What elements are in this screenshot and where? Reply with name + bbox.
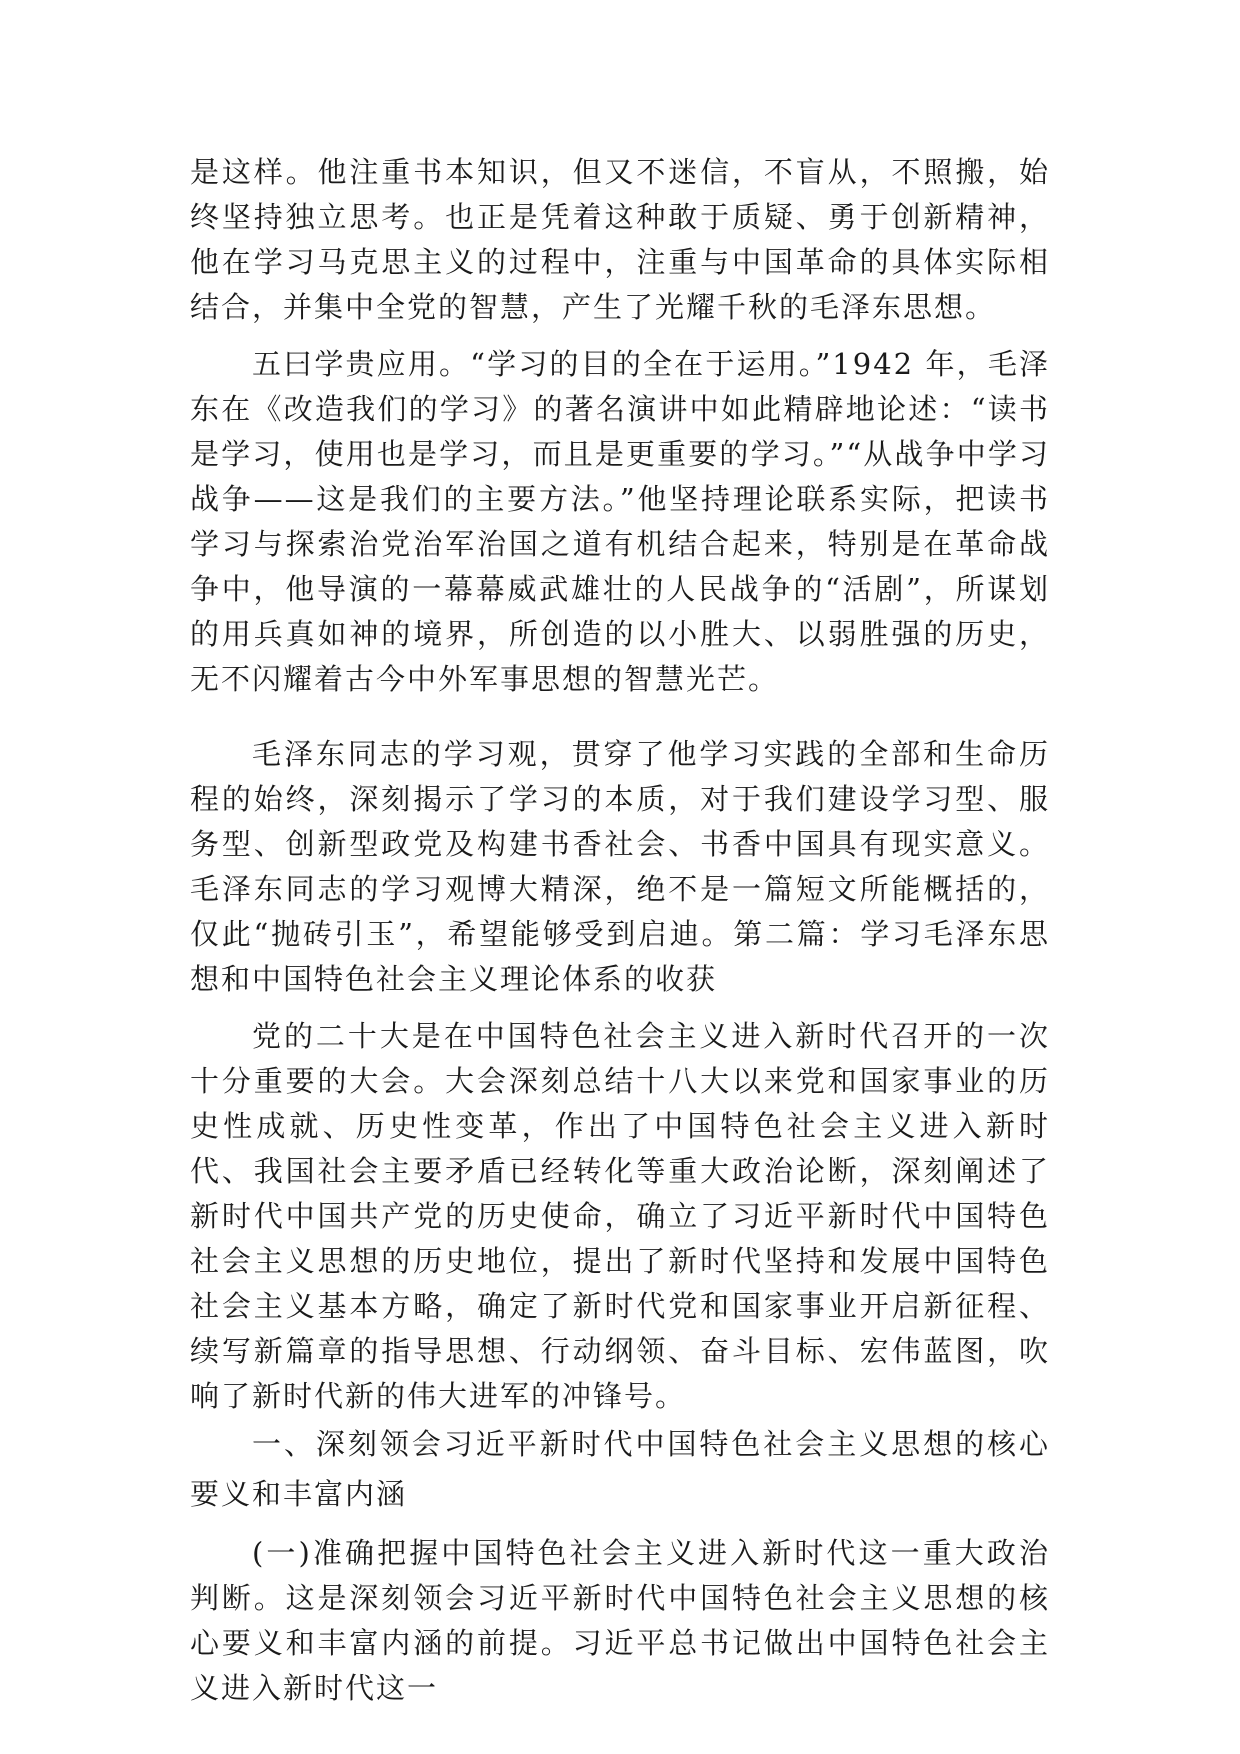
section-heading-one: 一、深刻领会习近平新时代中国特色社会主义思想的核心要义和丰富内涵 — [190, 1427, 1050, 1511]
paragraph-twentieth-congress: 党的二十大是在中国特色社会主义进入新时代召开的一次十分重要的大会。大会深刻总结十八大以来党和国家事业的历史性成就、历史性变革，作出了中国特色社会主义进入新时代、我国社会主要矛盾已经转化等重大政治论断，深刻阐述了新时代中国共产党的历史使命，确立了习近平新时代中国特色社会主义思想的历史地位，提出了新时代坚持和发展中国特色社会主义基本方略，确定了新时代党和国家事业开启新征程、续写新篇章的指导思想、行动纲领、奋斗目标、宏伟蓝图，吹响了新时代新的伟大进军的冲锋号。 — [190, 1019, 1050, 1413]
paragraph-continuation: 是这样。他注重书本知识，但又不迷信，不盲从，不照搬，始终坚持独立思考。也正是凭着这种敢于质疑、勇于创新精神，他在学习马克思主义的过程中，注重与中国革命的具体实际相结合，并集中全党的智慧，产生了光耀千秋的毛泽东思想。 — [190, 155, 1050, 324]
document-page — [190, 150, 1050, 1711]
paragraph-study-view-summary: 毛泽东同志的学习观，贯穿了他学习实践的全部和生命历程的始终，深刻揭示了学习的本质，对于我们建设学习型、服务型、创新型政党及构建书香社会、书香中国具有现实意义。毛泽东同志的学习观博大精深，绝不是一篇短文所能概括的，仅此“抛砖引玉”，希望能够受到启迪。第二篇：学习毛泽东思想和中国特色社会主义理论体系的收获 — [190, 737, 1050, 996]
paragraph-new-era-judgment: (一)准确把握中国特色社会主义进入新时代这一重大政治判断。这是深刻领会习近平新时代中国特色社会主义思想的核心要义和丰富内涵的前提。习近平总书记做出中国特色社会主义进入新时代这一 — [190, 1536, 1050, 1705]
paragraph-study-application: 五曰学贵应用。“学习的目的全在于运用。”1942 年，毛泽东在《改造我们的学习》的著名演讲中如此精辟地论述：“读书是学习，使用也是学习，而且是更重要的学习。”“从战争中学习战争——这是我们的主要方法。”他坚持理论联系实际，把读书学习与探索治党治军治国之道有机结合起来，特别是在革命战争中，他导演的一幕幕威武雄壮的人民战争的“活剧”，所谋划的用兵真如神的境界，所创造的以小胜大、以弱胜强的历史，无不闪耀着古今中外军事思想的智慧光芒。 — [190, 347, 1050, 696]
